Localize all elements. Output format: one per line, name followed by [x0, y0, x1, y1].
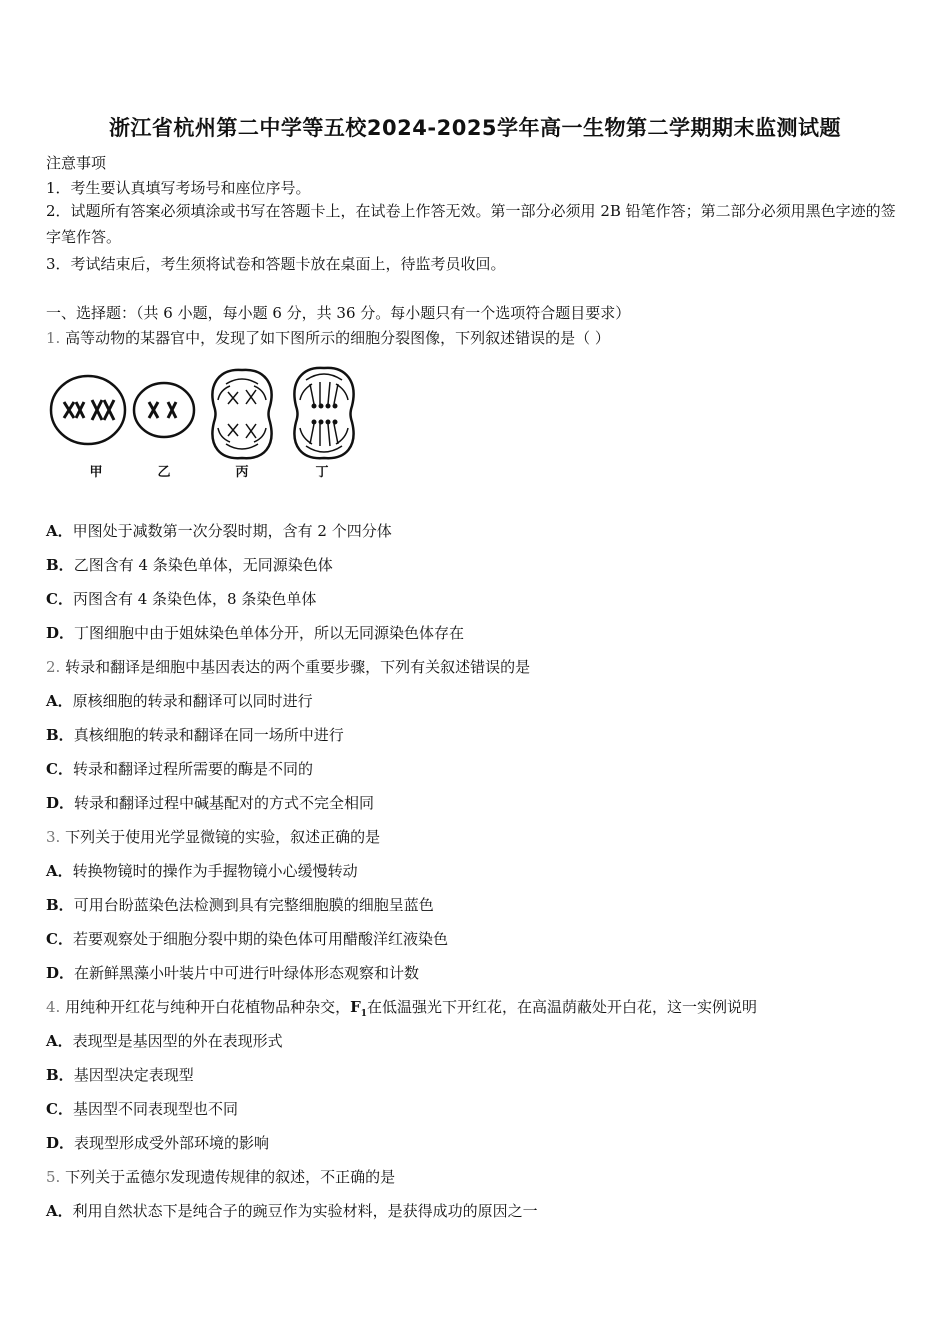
option-text: 转录和翻译过程中碱基配对的方式不完全相同 — [74, 794, 375, 812]
option-letter: D． — [46, 964, 75, 982]
f1-symbol: $F_1$ — [350, 998, 368, 1019]
option-letter: A． — [46, 692, 73, 710]
chromatids-ding — [312, 404, 338, 425]
question-1 — [46, 327, 610, 348]
question-text: 下列关于使用光学显微镜的实验，叙述正确的是 — [65, 828, 381, 846]
chromosomes-yi — [149, 402, 176, 418]
question-text-after: 在低温强光下开红花，在高温荫蔽处开白花，这一实例说明 — [367, 998, 758, 1016]
cell-jia-membrane — [51, 376, 125, 444]
figure-label-bing: 丙 — [235, 465, 249, 480]
figure-label-ding: 丁 — [315, 465, 329, 480]
option-1b — [46, 554, 333, 575]
option-1d — [46, 622, 464, 643]
question-number: 5. — [46, 1168, 61, 1186]
option-letter: A． — [46, 862, 73, 880]
question-2 — [46, 656, 530, 677]
option-text: 丙图含有 4 条染色体，8 条染色单体 — [72, 590, 317, 608]
option-text: 在新鲜黑藻小叶装片中可进行叶绿体形态观察和计数 — [74, 964, 420, 982]
option-text: 转换物镜时的操作为手握物镜小心缓慢转动 — [72, 862, 358, 880]
question-text: 高等动物的某器官中，发现了如下图所示的细胞分裂图像，下列叙述错误的是（ ） — [65, 329, 610, 347]
option-text: 转录和翻译过程所需要的酶是不同的 — [72, 760, 313, 778]
option-letter: B． — [46, 1066, 74, 1084]
option-text: 原核细胞的转录和翻译可以同时进行 — [72, 692, 313, 710]
option-3b — [46, 894, 434, 915]
option-4c — [46, 1098, 238, 1119]
question-text-before: 用纯种开红花与纯种开白花植物品种杂交， — [65, 998, 351, 1016]
figure-label-jia: 甲 — [89, 465, 103, 480]
spindle-bing — [218, 379, 266, 449]
question-number: 4. — [46, 998, 61, 1016]
option-letter: C． — [46, 930, 73, 948]
exam-title: 浙江省杭州第二中学等五校2024-2025学年高一生物第二学期期末监测试题 — [108, 116, 842, 140]
option-letter: D． — [46, 624, 75, 642]
cell-bing-membrane — [212, 370, 271, 458]
question-5 — [46, 1166, 395, 1187]
question-number: 2. — [46, 658, 61, 676]
option-text: 乙图含有 4 条染色单体，无同源染色体 — [73, 556, 333, 574]
option-letter: C． — [46, 1100, 73, 1118]
option-3d — [46, 962, 419, 983]
option-4d — [46, 1132, 269, 1153]
option-text: 基因型不同表现型也不同 — [72, 1100, 238, 1118]
cell-division-diagram — [44, 360, 374, 486]
option-letter: D． — [46, 794, 75, 812]
option-text: 表现型形成受外部环境的影响 — [74, 1134, 270, 1152]
cell-yi-membrane — [134, 383, 194, 437]
option-letter: B． — [46, 556, 74, 574]
question-number: 3. — [46, 828, 61, 846]
option-text: 甲图处于减数第一次分裂时期，含有 2 个四分体 — [72, 522, 392, 540]
option-letter: A． — [46, 1032, 73, 1050]
option-3c — [46, 928, 448, 949]
question-text: 下列关于孟德尔发现遗传规律的叙述，不正确的是 — [65, 1168, 396, 1186]
option-letter: C． — [46, 760, 73, 778]
option-4b — [46, 1064, 194, 1085]
option-text: 若要观察处于细胞分裂中期的染色体可用醋酸洋红液染色 — [72, 930, 448, 948]
option-letter: D． — [46, 1134, 75, 1152]
option-4a — [46, 1030, 283, 1051]
cell-ding-membrane — [294, 368, 353, 458]
notice-heading: 注意事项 — [46, 154, 107, 172]
option-letter: A． — [46, 1202, 73, 1220]
option-text: 可用台盼蓝染色法检测到具有完整细胞膜的细胞呈蓝色 — [73, 896, 434, 914]
option-text: 真核细胞的转录和翻译在同一场所中进行 — [73, 726, 344, 744]
option-text: 表现型是基因型的外在表现形式 — [72, 1032, 283, 1050]
option-2b — [46, 724, 344, 745]
option-3a — [46, 860, 358, 881]
question-text: 转录和翻译是细胞中基因表达的两个重要步骤，下列有关叙述错误的是 — [65, 658, 531, 676]
question-4 — [46, 996, 757, 1019]
option-letter: A． — [46, 522, 73, 540]
section-heading: 一、选择题：（共 6 小题，每小题 6 分，共 36 分。每小题只有一个选项符合题目要求） — [46, 304, 631, 322]
option-letter: B． — [46, 726, 74, 744]
option-text: 丁图细胞中由于姐妹染色单体分开，所以无同源染色体存在 — [74, 624, 465, 642]
option-2c — [46, 758, 313, 779]
option-letter: B． — [46, 896, 74, 914]
option-2d — [46, 792, 374, 813]
option-1c — [46, 588, 316, 609]
figure-label-yi: 乙 — [157, 465, 171, 480]
notice-item-2: 2．试题所有答案必须填涂或书写在答题卡上，在试卷上作答无效。第一部分必须用 2B 铅笔作答；第二部分必须用黑色字迹的签字笔作答。 — [46, 202, 896, 246]
question-number: 1. — [46, 329, 61, 347]
chromosomes-jia — [64, 400, 114, 420]
option-letter: C． — [46, 590, 73, 608]
spindle-ding — [300, 374, 348, 452]
question-3 — [46, 826, 380, 847]
option-text: 利用自然状态下是纯合子的豌豆作为实验材料，是获得成功的原因之一 — [72, 1202, 538, 1220]
option-1a — [46, 520, 392, 541]
option-text: 基因型决定表现型 — [73, 1066, 194, 1084]
option-5a — [46, 1200, 538, 1221]
notice-item-1: 1．考生要认真填写考场号和座位序号。 — [46, 179, 311, 197]
notice-item-3: 3．考试结束后，考生须将试卷和答题卡放在桌面上，待监考员收回。 — [46, 255, 506, 273]
option-2a — [46, 690, 313, 711]
cell-division-figure — [44, 360, 374, 486]
